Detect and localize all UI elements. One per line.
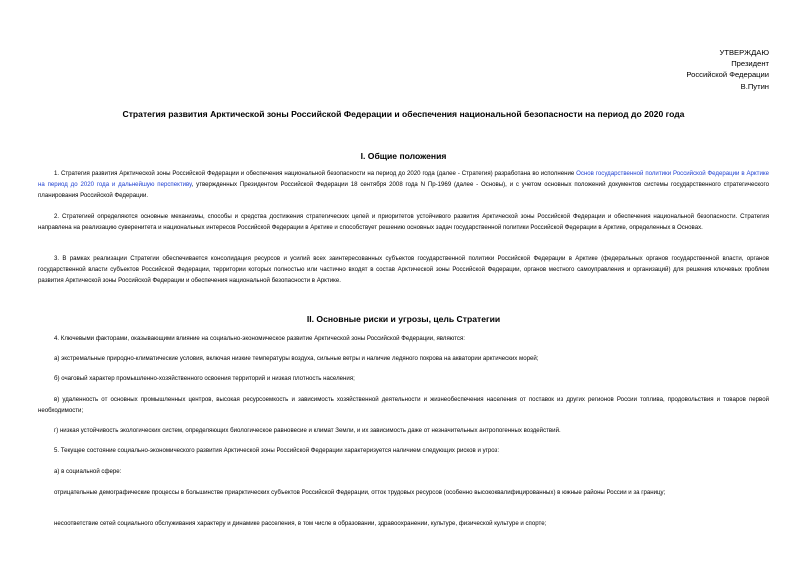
paragraph-5a-item-2-text: несоответствие сетей социального обслуживания характеру и динамике расселения, в том числе в образовании, здравоохранении, культуре, физической культуре и спорте; — [54, 520, 547, 527]
paragraph-4b-text: б) очаговый характер промышленно-хозяйственного освоения территорий и низкая плотность населения; — [54, 375, 355, 382]
paragraph-5a-item-1-text: отрицательные демографические процессы в большинстве приарктических субъектов Российской Федерации, отток трудовых ресурсов (особенно высококвалифицированных) в южные районы России и за границу; — [54, 489, 666, 496]
paragraph-1-text-start: 1. Стратегия развития Арктической зоны Российской Федерации и обеспечения национальной безопасности на период до 2020 года (далее - Стратегия) разработана во исполнение — [54, 170, 577, 177]
paragraph-1-text-end: , утвержденных Президентом Российской Федерации 18 сентября 2008 года N Пр-1969 (далее - Основы), и с учетом основных положений документов системы государственного стратегического планирования Российской Федерации. — [38, 181, 769, 200]
document-title: Стратегия развития Арктической зоны Российской Федерации и обеспечения национальной безопасности на период до 2020 года — [122, 109, 685, 119]
paragraph-4a-text: а) экстремальные природно-климатические условия, включая низкие температуры воздуха, сильные ветры и наличие ледяного покрова на акватории арктических морей; — [54, 355, 539, 362]
basics-policy-link[interactable]: Основ государственной политики Российской Федерации в Арктике на период до 2020 года и дальнейшую перспективу — [38, 170, 769, 189]
paragraph-4c-text: в) удаленность от основных промышленных центров, высокая ресурсоемкость и зависимость хозяйственной деятельности и жизнеобеспечения населения от поставок из других регионов России топлива, продовольствия и товаров первой необходимости; — [38, 396, 769, 415]
paragraph-5a — [38, 466, 769, 477]
paragraph-1 — [38, 168, 769, 201]
approver-title: Президент — [731, 59, 769, 69]
paragraph-2 — [38, 211, 769, 233]
paragraph-5 — [38, 445, 769, 456]
paragraph-4-text: 4. Ключевыми факторами, оказывающими влияние на социально-экономическое развитие Арктической зоны Российской Федерации, являются: — [54, 335, 465, 342]
paragraph-5-text: 5. Текущее состояние социально-экономического развития Арктической зоны Российской Федерации характеризуется наличием следующих рисков и угроз: — [54, 447, 500, 454]
paragraph-4 — [38, 333, 769, 344]
paragraph-4c — [38, 394, 769, 416]
approval-block — [686, 47, 769, 92]
paragraph-3-text: 3. В рамках реализации Стратегии обеспечивается консолидация ресурсов и усилий всех заинтересованных субъектов государственной политики Российской Федерации в Арктике (федеральных органов государственной власти, органов государственной власти субъектов Российской Федерации, территории которых полностью или частично входят в состав Арктической зоны Российской Федерации, органов местного самоуправления и организаций) для решения ключевых проблем развития Арктической зоны Российской Федерации и обеспечения национальной безопасности в Арктике. — [38, 255, 769, 285]
paragraph-2-text: 2. Стратегией определяются основные механизмы, способы и средства достижения стратегических целей и приоритетов устойчивого развития Арктической зоны Российской Федерации и обеспечения национальной безопасности. Стратегия направлена на реализацию суверенитета и национальных интересов Российской Федерации в Арктике и способствует решению основных задач государственной политики Российской Федерации в Арктике, определенных в Основах. — [38, 213, 769, 232]
paragraph-4a — [38, 353, 769, 364]
approver-name: В.Путин — [740, 81, 769, 91]
paragraph-3 — [38, 253, 769, 286]
paragraph-5a-item-1 — [38, 487, 769, 498]
paragraph-5a-text: а) в социальной сфере: — [54, 468, 122, 475]
approver-country: Российской Федерации — [686, 70, 769, 80]
paragraph-4d — [38, 425, 769, 436]
approval-word: УТВЕРЖДАЮ — [719, 48, 769, 57]
paragraph-4b — [38, 373, 769, 384]
section-heading-risks: II. Основные риски и угрозы, цель Стратегии — [306, 314, 501, 324]
section-heading-general: I. Общие положения — [360, 151, 447, 161]
paragraph-5a-item-2 — [38, 518, 769, 529]
paragraph-4d-text: г) низкая устойчивость экологических систем, определяющих биологическое равновесие и климат Земли, и их зависимость даже от незначительных антропогенных воздействий. — [54, 427, 561, 434]
